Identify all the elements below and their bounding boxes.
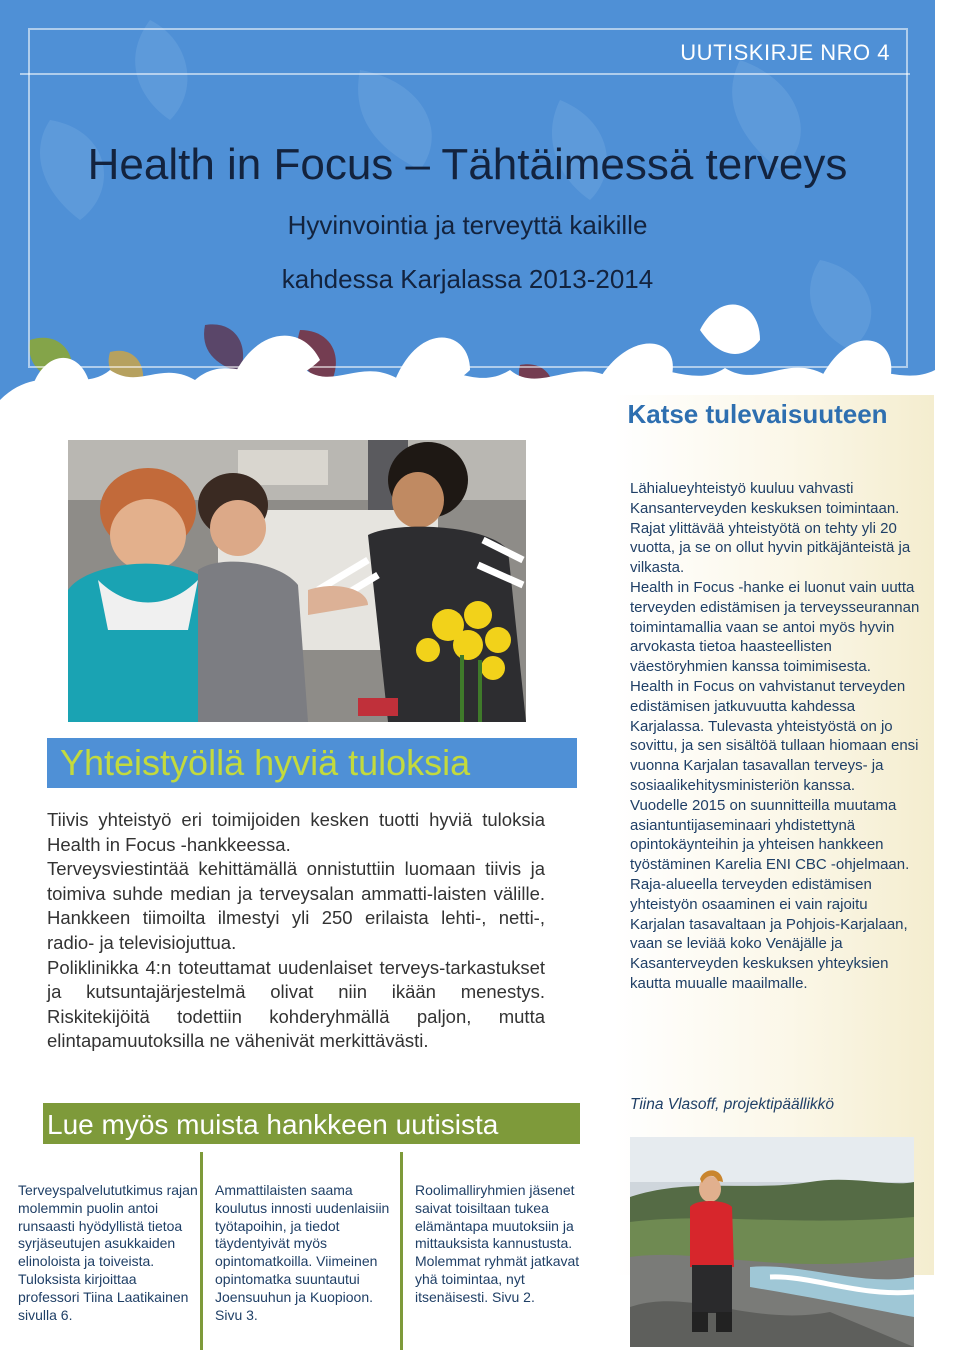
- subtitle-line-1: Hyvinvointia ja terveyttä kaikille: [287, 210, 648, 240]
- page-title: Health in Focus – Tähtäimessä terveys: [87, 140, 848, 189]
- banner-divider: [20, 73, 910, 75]
- sidebar-paragraph: Health in Focus -hanke ei luonut vain uutta terveyden edistämisen ja terveysseurannan toimintamallia vaan se antoi myös hyvin arvokasta tietoa haasteellisten väestöryhmien kanssa toimimisesta.: [630, 578, 920, 676]
- meeting-photo-image: [68, 440, 526, 722]
- news-teaser: Terveyspalvelututkimus rajan molemmin puolin antoi runsaasti hyödyllistä tietoa syrjäseutujen asukkaiden elinoloista ja toiveista. Tuloksista kirjoittaa professori Tiina Laatikainen sivulla 6.: [18, 1182, 198, 1323]
- more-news-heading: Lue myös muista hankkeen uutisista: [47, 1109, 499, 1140]
- sidebar-paragraph: Health in Focus on vahvistanut terveyden edistämisen jatkuvuutta kahdessa Karjalassa. Tulevasta yhteistyöstä on jo sovittu, ja sen sisältöä tullaan hiomaan ensi vuonna Karjalan tasavallan terveys- ja sosiaalikehitysministeriön kanssa.: [630, 677, 919, 794]
- main-article: [47, 808, 545, 1054]
- news-teaser: Ammattilaisten saama koulutus innosti uudenlaisiin työtapoihin, ja tiedot täydentyivät myös opintomatkoilla. Viimeinen opintomatka suuntautui Joensuuhun ja Kuopioon. Sivu 3.: [215, 1182, 390, 1323]
- sidebar-heading: Katse tulevaisuuteen: [627, 399, 888, 429]
- subtitle-line-2: kahdessa Karjalassa 2013-2014: [281, 264, 654, 294]
- sidebar-paragraph: Vuodelle 2015 on suunnitteilla muutama asiantuntijaseminaari yhdistettynä opintokäynteihin ja yhteisen hankkeen työstäminen Karelia ENI CBC -ohjelmaan.: [630, 796, 910, 874]
- article-paragraph: Terveysviestintää kehittämällä onnistuttiin luomaan tiivis ja toimiva suhde median ja terveysalan ammatti-laisten välille. Hankkeen tiimoilta ilmestyi yli 250 erilaista lehti-, netti-, radio- ja televisiojuttua.: [47, 858, 545, 953]
- issue-label: UUTISKIRJE NRO 4: [680, 40, 890, 65]
- river-landscape-image: [630, 1137, 914, 1347]
- news-teaser: Roolimalliryhmien jäsenet saivat toisiltaan tukea elämäntapa muutoksiin ja mittauksista kannustusta. Molemmat ryhmät jatkavat yhä toimintaa, nyt itsenäisesti. Sivu 2.: [415, 1182, 580, 1305]
- meeting-photo: [68, 440, 526, 722]
- banner-frame: [28, 28, 908, 368]
- article-paragraph: Poliklinikka 4:n toteuttamat uudenlaiset terveys-tarkastukset ja kutsuntajärjestelmä olivat niin ikään menestys. Riskitekijöitä todettiin kohderyhmällä paljon, mutta elintapamuutoksilla ne vähenivät merkittävästi.: [47, 956, 545, 1052]
- project-manager-photo: [630, 1137, 914, 1347]
- sidebar-paragraph: Lähialueyhteistyö kuuluu vahvasti Kansanterveyden keskuksen toimintaan. Rajat ylittävää yhteistyötä on tehty yli 20 vuotta, ja se on ollut hyvin pitkäjänteistä ja vilkasta.: [630, 480, 911, 577]
- section-heading: Yhteistyöllä hyviä tuloksia: [60, 742, 471, 783]
- signature: Tiina Vlasoff, projektipäällikkö: [630, 1096, 835, 1113]
- column-divider: [200, 1152, 203, 1350]
- sidebar-paragraph: Raja-alueella terveyden edistämisen yhteistyön osaaminen ei vain rajoitu Karjalan tasavaltaan ja Pohjois-Karjalaan, vaan se leviää koko Venäjälle ja Kasanterveyden keskuksen yhteyksien kautta muualle maailmalle.: [630, 875, 908, 992]
- sidebar-text: [630, 479, 920, 994]
- column-divider: [400, 1152, 403, 1350]
- article-paragraph: Tiivis yhteistyö eri toimijoiden kesken tuotti hyviä tuloksia Health in Focus -hankkeessa.: [47, 809, 545, 855]
